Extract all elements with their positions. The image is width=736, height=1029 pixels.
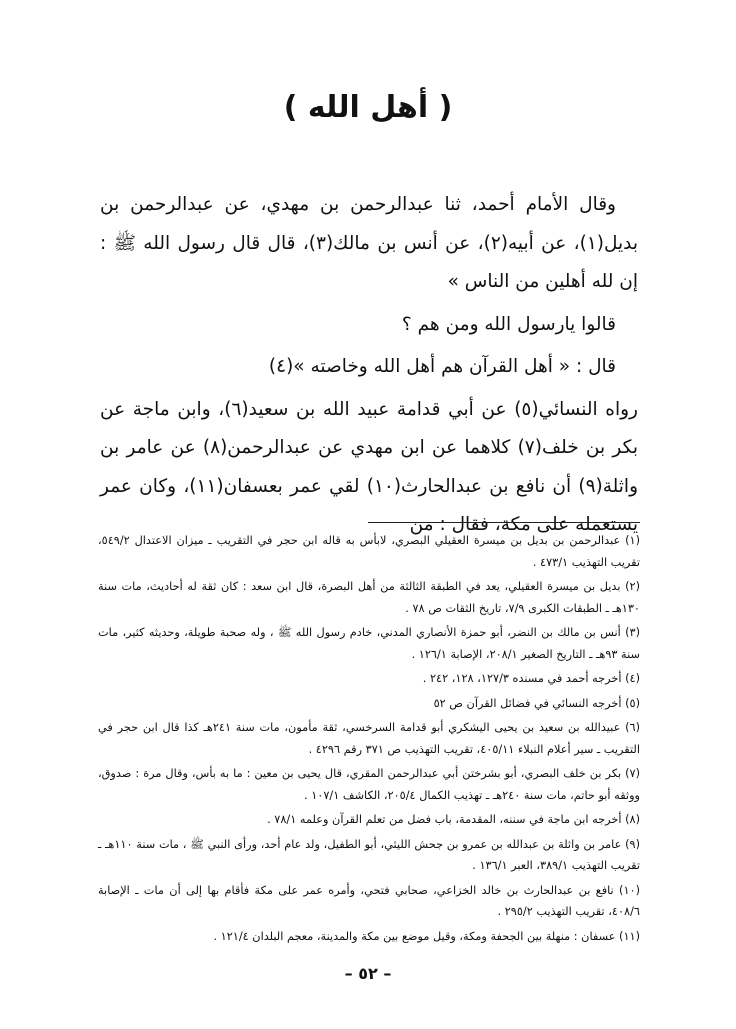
main-text [100, 186, 638, 545]
paragraph-question: قالوا يارسول الله ومن هم ؟ [401, 313, 616, 335]
footnote-item: (١١) عسفان : منهلة بين الجحفة ومكة، وقيل موضع بين مكة والمدينة، معجم البلدان ١٢١/٤ . [213, 929, 640, 943]
footnote-item: (٦) عبيدالله بن سعيد بن يحيى اليشكري أبو قدامة السرخسي، ثقة مأمون، مات سنة ٢٤١هـ كذا قال ابن حجر في التقريب ـ سير أعلام النبلاء ٤٠٥/١١، تقريب التهذيب ص ٣٧١ رقم ٤٢٩٦ . [98, 721, 640, 756]
paragraph-narration: رواه النسائي(٥) عن أبي قدامة عبيد الله بن سعيد(٦)، وابن ماجة عن بكر بن خلف(٧) كلاهما عن ابن مهدي عن عبدالرحمن(٨) عن عامر بن واثلة(٩) أن نافع بن عبدالحارث(١٠) لقي عمر بعسفان(١١)، وكان عمر يستعمله على مكة، فقال : من [100, 398, 638, 535]
page-title: ( أهل الله ) [283, 90, 453, 125]
paragraph-answer: قال : « أهل القرآن هم أهل الله وخاصته »(٤) [268, 356, 616, 377]
footnote-item: (١٠) نافع بن عبدالحارث بن خالد الخزاعي، صحابي فتحي، وأمره عمر على مكة فأقام بها إلى أن مات ـ الإصابة ٤٠٨/٦، تقريب التهذيب ٢٩٥/٢ . [98, 883, 640, 918]
footnote-item: (٨) أخرجه ابن ماجة في سننه، المقدمة، باب فضل من تعلم القرآن وعلمه ٧٨/١ . [267, 813, 640, 826]
footnote-item: (١) عبدالرحمن بن بديل بن ميسرة العقيلي البصري، لابأس به قاله ابن حجر في التقريب ـ ميزان الاعتدال ٥٤٩/٢، تقريب التهذيب ٤٧٣/١ . [98, 534, 640, 569]
paragraph-hadith-chain: وقال الأمام أحمد، ثنا عبدالرحمن بن مهدي، عن عبدالرحمن بن بديل(١)، عن أبيه(٢)، عن أنس بن مالك(٣)، قال قال رسول الله ﷺ : إن لله أهلين من الناس » [100, 194, 638, 292]
footnote-item: (٤) أخرجه أحمد في مسنده ١٢٧/٣، ١٢٨، ٢٤٢ . [422, 672, 640, 685]
footnotes [98, 530, 640, 950]
footnote-item: (٧) بكر بن خلف البصري، أبو بشرختن أبي عبدالرحمن المقري، قال يحيى بن معين : ما به بأس، وقال مرة : صدوق، ووثقه أبو حاتم، مات سنة ٢٤٠هـ ـ تهذيب الكمال ٢٠٥/٤، الكاشف ١٠٧/١ . [98, 767, 640, 802]
footnote-item: (٢) بديل بن ميسرة العقيلي، يعد في الطبقة الثالثة من أهل البصرة، قال ابن سعد : كان ثقة له أحاديث، مات سنة ١٣٠هـ ـ الطبقات الكبرى ٧/٩، تاريخ الثقات ص ٧٨ . [98, 580, 640, 615]
footnote-item: (٣) أنس بن مالك بن النضر، أبو حمزة الأنصاري المدني، خادم رسول الله ﷺ ، وله صحبة طويلة، وحديثه كثير، مات سنة ٩٣هـ ـ التاريخ الصغير ٢٠٨/١، الإصابة ١٢٦/١ . [98, 626, 640, 661]
page-number: – ٥٢ – [344, 964, 392, 983]
footnote-separator [368, 522, 640, 523]
footnote-item: (٥) أخرجه النسائي في فضائل القرآن ص ٥٢ [433, 696, 640, 710]
footnote-item: (٩) عامر بن واثلة بن عبدالله بن عمرو بن جحش الليثي، أبو الطفيل، ولد عام أحد، ورأى النبي ﷺ ، مات سنة ١١٠هـ ـ تقريب التهذيب ٣٨٩/١، العبر ١٣٦/١ . [98, 837, 641, 872]
